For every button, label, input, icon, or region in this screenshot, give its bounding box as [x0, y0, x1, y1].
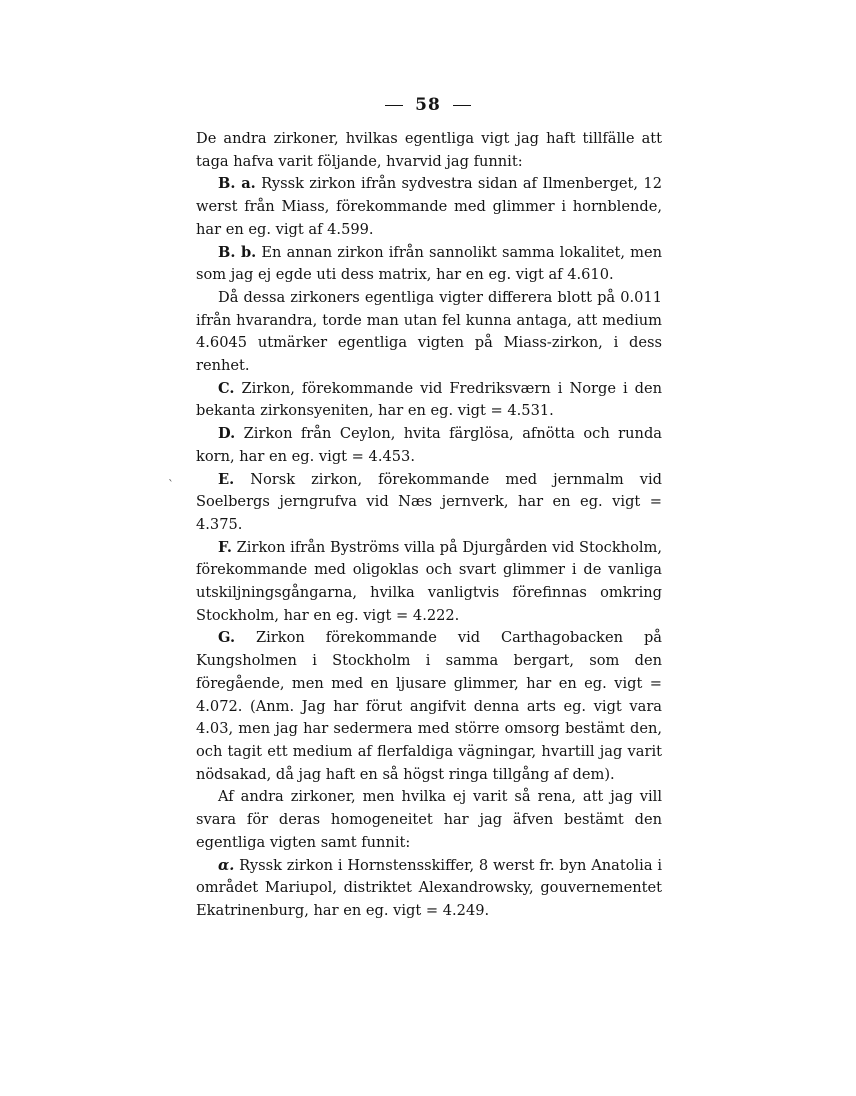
page-number: 58 [415, 95, 441, 115]
entry-alpha [196, 855, 662, 923]
entry-f [196, 537, 662, 628]
page-header [0, 95, 856, 115]
body-text [196, 128, 662, 923]
margin-mark: ` [168, 478, 174, 492]
entry-label: D. [218, 425, 236, 443]
entry-text: Ryssk zirkon i Hornstensskiffer, 8 werst fr. byn Anatolia i området Mariupol, distriktet Alexandrowsky, gouvernementet Ekatrinenburg, har en eg. vigt = 4.249. [196, 856, 662, 919]
header-dash-right [453, 105, 471, 106]
entry-text: Norsk zirkon, förekommande med jernmalm vid Soelbergs jerngrufva vid Næs jernverk, har en eg. vigt = 4.375. [196, 470, 662, 533]
entry-text: Zirkon, förekommande vid Fredriksværn i Norge i den bekanta zirkonsyeniten, har en eg. vigt = 4.531. [196, 379, 663, 420]
entry-label: E. [218, 470, 235, 488]
entry-text: Zirkon förekommande vid Carthagobacken på Kungsholmen i Stockholm i samma bergart, som den föregående, men med en ljusare glimmer, har en eg. vigt = 4.072. (Anm. Jag har förut angifvit denna arts eg. vigt vara 4.03, men jag har sedermera med större omsorg bestämt den, och tagit ett medium af flerfaldiga vägningar, hvartill jag varit nödsakad, då jag haft en så högst ringa tillgång af dem). [196, 629, 662, 783]
medium-paragraph [196, 287, 662, 378]
entry-e [196, 469, 662, 537]
paragraph-text: Af andra zirkoner, men hvilka ej varit så rena, att jag vill svara för deras homogeneitet har jag äfven bestämt den egentliga vigten samt funnit: [196, 788, 662, 851]
entry-text: Ryssk zirkon ifrån sydvestra sidan af Ilmenberget, 12 werst från Miass, förekommande med glimmer i hornblende, har en eg. vigt af 4.599. [196, 175, 662, 238]
intro-paragraph [196, 128, 662, 173]
entry-c [196, 378, 662, 423]
entry-b-a [196, 173, 662, 241]
entry-text: Zirkon från Ceylon, hvita färglösa, afnötta och runda korn, har en eg. vigt = 4.453. [196, 425, 662, 465]
entry-label: α. [218, 856, 235, 874]
entry-label: B. a. [218, 175, 256, 193]
entry-label: F. [218, 538, 232, 556]
entry-text: En annan zirkon ifrån sannolikt samma lokalitet, men som jag ej egde uti dess matrix, har en eg. vigt af 4.610. [196, 243, 662, 284]
other-zircons-paragraph [196, 786, 662, 854]
header-dash-left [385, 105, 403, 106]
paragraph-text: Då dessa zirkoners egentliga vigter differera blott på 0.011 ifrån hvarandra, torde man utan fel kunna antaga, att medium 4.6045 utmärker egentliga vigten på Miass-zirkon, i dess renhet. [196, 288, 662, 375]
entry-label: B. b. [218, 243, 257, 261]
entry-label: G. [218, 629, 236, 647]
entry-label: C. [218, 379, 235, 397]
paragraph-text: De andra zirkoner, hvilkas egentliga vigt jag haft tillfälle att taga hafva varit följande, hvarvid jag funnit: [196, 130, 662, 170]
entry-d [196, 423, 662, 468]
entry-b-b [196, 242, 662, 287]
entry-text: Zirkon ifrån Byströms villa på Djurgården vid Stockholm, förekommande med oligoklas och svart glimmer i de vanliga utskiljningsgångarna, hvilka vanligtvis förefinnas omkring Stockholm, har en eg. vigt = 4.222. [196, 538, 662, 624]
entry-g [196, 627, 662, 786]
